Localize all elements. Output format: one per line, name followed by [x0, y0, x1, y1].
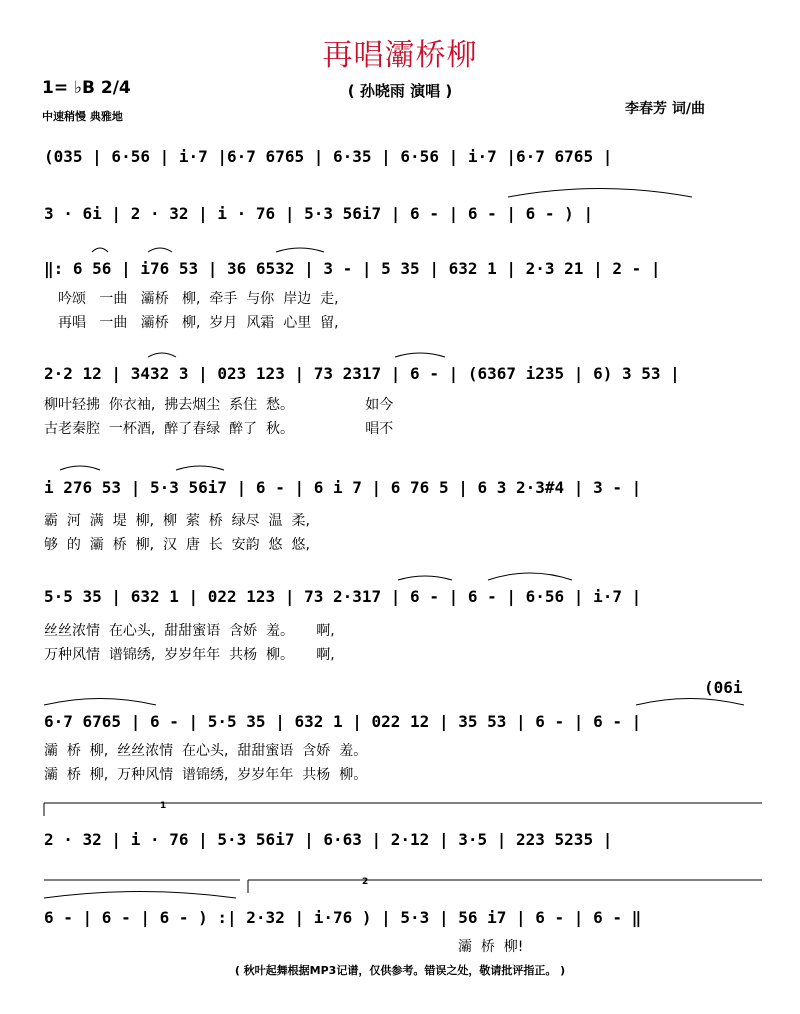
score-row-4-lyrics-1: 柳叶轻拂 你衣袖, 拂去烟尘 系住 愁。 如今: [44, 397, 394, 413]
footer-note: ( 秋叶起舞根据MP3记谱，仅供参考。错误之处，敬请批评指正。 ): [234, 964, 566, 977]
score-row-3-lyrics-1: 吟颂 一曲 灞桥 柳, 牵手 与你 岸边 走,: [58, 291, 339, 307]
score-row-6-lyrics-1: 丝丝浓情 在心头, 甜甜蜜语 含娇 羞。 啊,: [44, 623, 335, 639]
score-row-5-notes: i 276 53 | 5·3 56i7 | 6 - | 6 i 7 | 6 76 5 | 6 3 2·3#4 | 3 - |: [44, 478, 642, 497]
score-row-2-notes: 3 · 6i | 2 · 32 | i · 76 | 5·3 56i7 | 6 - | 6 - | 6 - ) |: [44, 204, 594, 223]
slur: [44, 699, 156, 706]
slur: [176, 466, 224, 470]
score-row-3-lyrics-2: 再唱 一曲 灞桥 柳, 岁月 风霜 心里 留,: [58, 315, 339, 331]
score-row-6-lyrics-2: 万种风情 谱锦绣, 岁岁年年 共杨 柳。 啊,: [44, 647, 335, 663]
volta-2-label: 2: [362, 877, 369, 887]
key-signature: 1= ♭B 2/4: [42, 78, 131, 98]
slur: [395, 353, 445, 357]
score-row-5-lyrics-1: 霸 河 满 堤 柳, 柳 萦 桥 绿尽 温 柔,: [44, 513, 310, 529]
slur: [636, 699, 744, 706]
slur: [276, 248, 324, 252]
score-row-1-notes: (035 | 6·56 | i·7 |6·7 6765 | 6·35 | 6·56 | i·7 |6·7 6765 |: [44, 147, 613, 166]
score-row-9-notes: 6 - | 6 - | 6 - ) :| 2·32 | i·76 ) | 5·3 | 56 i7 | 6 - | 6 - ‖: [44, 908, 642, 927]
performer-credit: ( 孙晓雨 演唱 ): [347, 82, 453, 100]
slur: [398, 576, 452, 580]
score-row-4-notes: 2·2 12 | 3432 3 | 023 123 | 73 2317 | 6 - | (6367 i235 | 6) 3 53 |: [44, 364, 680, 383]
slur: [60, 466, 100, 470]
slur: [148, 248, 172, 252]
volta-1-label: 1: [160, 801, 167, 811]
score-row-7-lyrics-2: 灞 桥 柳, 万种风情 谱锦绣, 岁岁年年 共杨 柳。: [44, 767, 368, 783]
score-row-5-lyrics-2: 够 的 灞 桥 柳, 汉 唐 长 安韵 悠 悠,: [44, 537, 310, 553]
score-row-7-notes: 6·7 6765 | 6 - | 5·5 35 | 632 1 | 022 12 | 35 53 | 6 - | 6 - |: [44, 712, 642, 731]
tempo-marking: 中速稍慢 典雅地: [42, 110, 123, 123]
score-row-6-notes: 5·5 35 | 632 1 | 022 123 | 73 2·317 | 6 - | 6 - | 6·56 | i·7 |: [44, 587, 642, 606]
author-credit: 李春芳 词/曲: [625, 101, 705, 117]
score-row-8-notes: 2 · 32 | i · 76 | 5·3 56i7 | 6·63 | 2·12 | 3·5 | 223 5235 |: [44, 830, 613, 849]
slur: [92, 248, 108, 252]
score-row-7-lyrics-1: 灞 桥 柳, 丝丝浓情 在心头, 甜甜蜜语 含娇 羞。: [44, 743, 368, 759]
score-row-4-lyrics-2: 古老秦腔 一杯酒, 醉了春绿 醉了 秋。 唱不: [44, 421, 394, 437]
slur: [44, 892, 236, 899]
score-row-9-lyrics: 灞 桥 柳!: [458, 939, 524, 955]
slurs: [44, 189, 744, 899]
slur: [508, 189, 692, 198]
score-row-3-notes: ‖: 6 56 | i76 53 | 36 6532 | 3 - | 5 35 | 632 1 | 2·3 21 | 2 - |: [44, 259, 661, 278]
slur: [148, 353, 176, 357]
volta-1-bracket: [44, 803, 762, 816]
pickup-notes: (06i: [704, 678, 743, 697]
volta-2-bracket: [44, 880, 762, 893]
song-title: 再唱灞桥柳: [322, 38, 478, 73]
slur: [488, 573, 572, 580]
